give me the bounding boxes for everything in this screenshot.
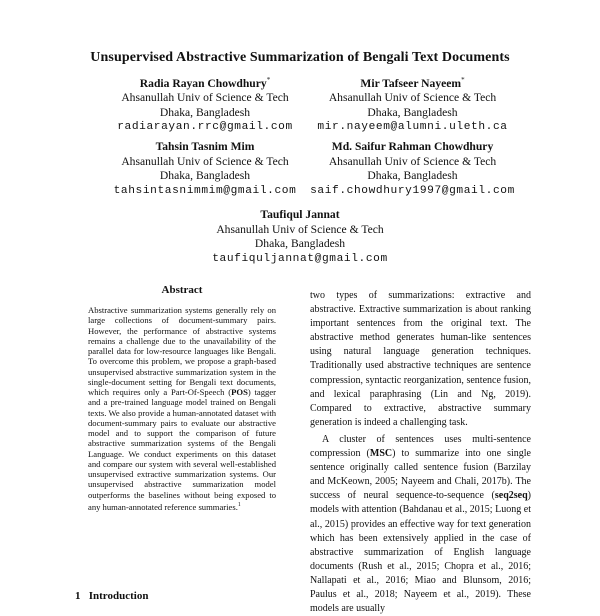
seq2seq-term: seq2seq (494, 490, 528, 502)
equal-contribution-mark: * (266, 76, 271, 84)
abstract-text: Abstractive summarization systems generally rely on large collections of document-summary pairs. However, the performance of abstractive systems remains a challenge due to the unavailability of the parallel data for low-resource languages like Bengali. To overcome this problem, we propose a graph-based unsupervised abstractive summarization system in the single-document setting for Bengali text documents, which requires only a Part-Of-Speech (POS) tagger and a pre-trained language model trained on Bengali texts. We also provide a human-annotated dataset with document-summary pairs to evaluate our abstractive model and to support the comparison of future abstractive summarization systems of the Bengali Language. We conduct experiments on this dataset and compare our system with several well-established unsupervised extractive summarization systems. Our unsupervised abstractive summarization model outperforms the baselines without being exposed to any human-annotated reference summaries.$^1$ (88, 305, 277, 512)
author-affiliation: Ahsanullah Univ of Science & Tech (121, 91, 289, 105)
author-block-1 (95, 73, 315, 135)
author-name: Tahsin Tasnim Mim (155, 140, 255, 153)
footnote-mark: 1 (237, 501, 241, 508)
author-location: Dhaka, Bangladesh (367, 169, 458, 182)
abstract-heading: Abstract (161, 284, 203, 296)
author-location: Dhaka, Bangladesh (159, 169, 251, 182)
author-name: Mir Tafseer Nayeem (360, 76, 462, 90)
author-affiliation: Ahsanullah Univ of Science & Tech (328, 91, 497, 105)
section-number: 1 (75, 590, 81, 602)
msc-term: MSC (369, 448, 393, 460)
author-location: Dhaka, Bangladesh (159, 105, 251, 119)
paragraph: A cluster of sentences uses multi-sentence compression (MSC) to summarize into one single sentence originally called sentence fusion (Barzilay and McKeown, 2005; Nayeem and Chali, 2017b). The success of neural sequence-to-sequence (seq2seq) models with attention (Bahdanau et al., 2015; Luong et al., 2015) provides an effective way for text generation which has been extensively applied in the case of abstractive summarization of English language documents (Rush et al., 2015; Chopra et al., 2016; Nallapati et al., 2016; Miao and Blunsom, 2016; Paulus et al., 2018; Nayeem et al., 2019). These models are usually (310, 433, 531, 615)
author-block-5 (190, 208, 410, 266)
paragraph: two types of summarizations: extractive and abstractive. Extractive summarization is about ranking important sentences from the original text. The abstractive method generates human-like sentences using natural language generation techniques. Traditionally used abstractive techniques are sentence compression, syntactic reorganization, sentence fusion, and lexical paraphrasing (Lin and Ng, 2019). Compared to extractive, abstractive summary generation is indeed a challenging task. (310, 290, 531, 428)
author-name: Taufiqul Jannat (260, 208, 340, 221)
author-email[interactable]: tahsintasnimmim@gmail.com (113, 184, 297, 197)
author-name: Radia Rayan Chowdhury (139, 76, 267, 90)
author-email[interactable]: radiarayan.rrc@gmail.com (117, 121, 293, 134)
author-location: Dhaka, Bangladesh (367, 105, 458, 119)
equal-contribution-mark: * (461, 76, 465, 84)
author-affiliation: Ahsanullah Univ of Science & Tech (121, 154, 289, 168)
author-location: Dhaka, Bangladesh (254, 237, 346, 250)
paper-title: Unsupervised Abstractive Summarization of Bengali Text Documents (90, 50, 510, 65)
right-column-text (310, 289, 531, 616)
author-email[interactable]: saif.chowdhury1997@gmail.com (310, 184, 515, 197)
section-heading-introduction (75, 590, 148, 602)
author-block-4 (290, 140, 535, 198)
author-email[interactable]: taufiquljannat@gmail.com (212, 252, 388, 265)
author-block-2 (300, 73, 525, 135)
abstract-section (88, 284, 276, 512)
author-name: Md. Saifur Rahman Chowdhury (331, 140, 494, 153)
author-block-3 (95, 140, 315, 198)
author-affiliation: Ahsanullah Univ of Science & Tech (328, 154, 497, 168)
section-title: Introduction (88, 590, 149, 602)
pos-term: POS (231, 387, 248, 397)
author-email[interactable]: mir.nayeem@alumni.uleth.ca (317, 121, 508, 134)
author-affiliation: Ahsanullah Univ of Science & Tech (216, 222, 384, 236)
